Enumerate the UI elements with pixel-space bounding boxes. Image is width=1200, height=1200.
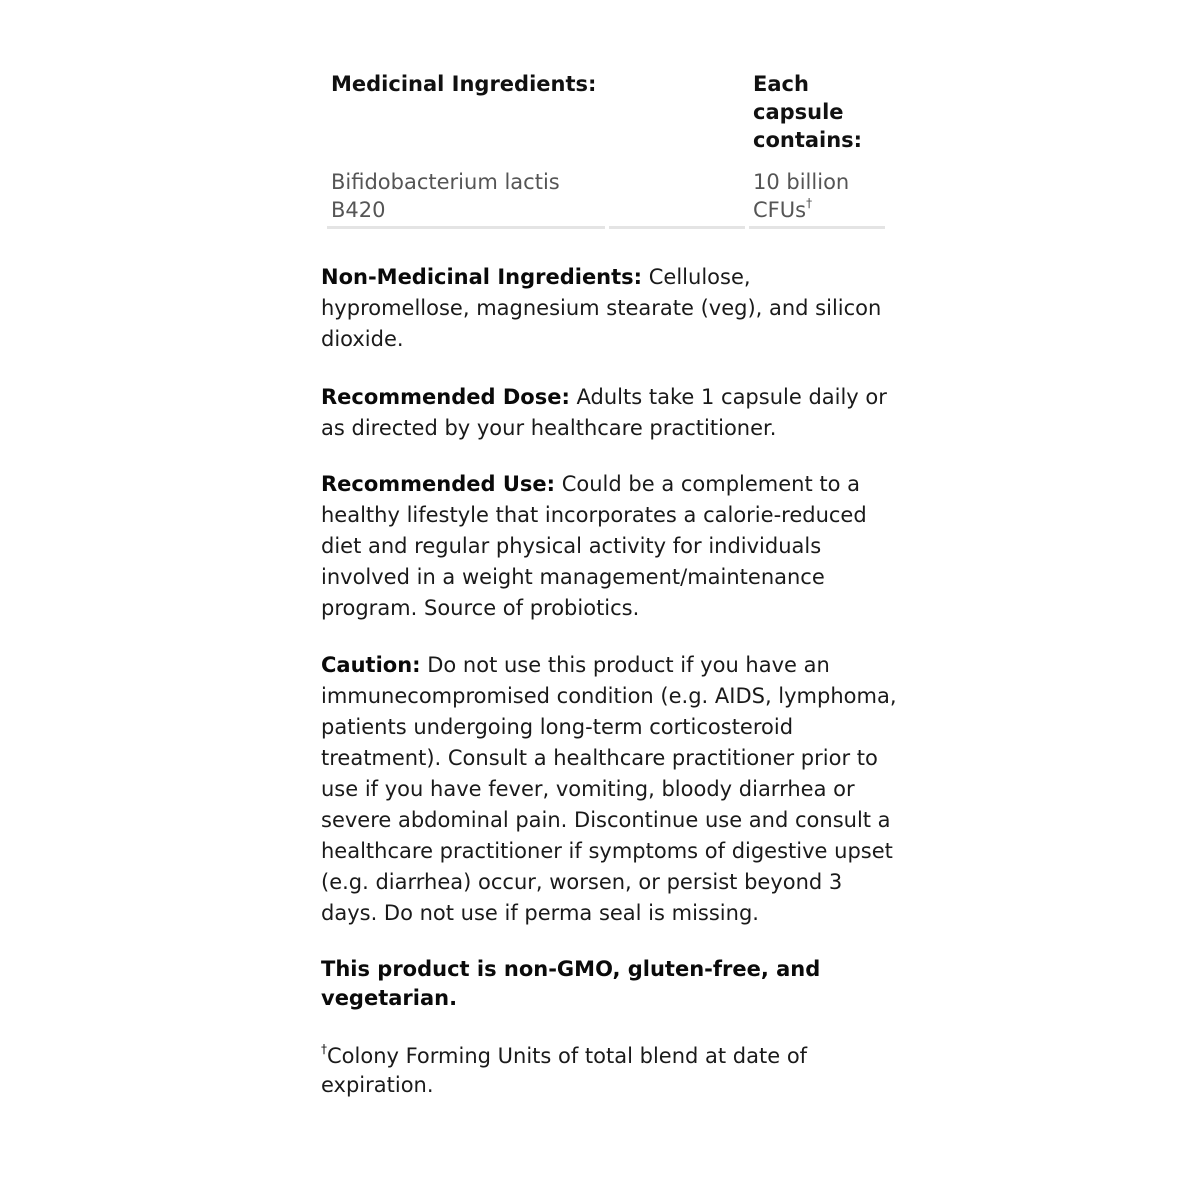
- recommended-use-label: Recommended Use:: [321, 472, 556, 496]
- caution: [321, 650, 901, 929]
- recommended-use: [321, 469, 901, 624]
- ingredient-blank-cell: [609, 168, 745, 229]
- header-each-capsule-contains: Each capsule contains:: [753, 72, 863, 152]
- dagger-marker: †: [806, 196, 813, 210]
- table-row: [327, 168, 885, 229]
- ingredient-name: Bifidobacterium lactis B420: [327, 168, 605, 229]
- footnote: [321, 1042, 901, 1100]
- product-label: [321, 70, 901, 1100]
- recommended-dose-text: Adults take 1 capsule daily or as directed by your healthcare practitioner.: [321, 385, 887, 440]
- ingredient-amount-cell: [749, 168, 885, 229]
- table-header-row: [327, 70, 885, 168]
- recommended-dose: [321, 382, 901, 444]
- header-blank: [609, 70, 745, 168]
- footnote-marker: †: [321, 1042, 327, 1056]
- footnote-text: Colony Forming Units of total blend at date of expiration.: [321, 1044, 808, 1097]
- product-statement: This product is non-GMO, gluten-free, and vegetarian.: [321, 957, 821, 1010]
- caution-text: Do not use this product if you have an immunecompromised condition (e.g. AIDS, lymphoma, patients undergoing long-term corticosteroid treatment). Consult a healthcare practitioner prior to use if you have fever, vomiting, bloody diarrhea or severe abdominal pain. Discontinue use and consult a healthcare practitioner if symptoms of digestive upset (e.g. diarrhea) occur, worsen, or persist beyond 3 days. Do not use if perma seal is missing.: [321, 653, 897, 925]
- non-medicinal-label: Non-Medicinal Ingredients:: [321, 265, 643, 289]
- ingredient-amount: 10 billion CFUs: [753, 170, 850, 222]
- recommended-dose-label: Recommended Dose:: [321, 385, 570, 409]
- medicinal-ingredients-table: [323, 70, 889, 229]
- caution-label: Caution:: [321, 653, 421, 677]
- header-medicinal-ingredients: Medicinal Ingredients:: [331, 72, 597, 96]
- non-medicinal-text: Cellulose, hypromellose, magnesium stearate (veg), and silicon dioxide.: [321, 265, 882, 351]
- non-medicinal-ingredients: [321, 262, 901, 355]
- recommended-use-text: Could be a complement to a healthy lifestyle that incorporates a calorie-reduced diet and regular physical activity for individuals involved in a weight management/maintenance program. Source of probiotics.: [321, 472, 867, 620]
